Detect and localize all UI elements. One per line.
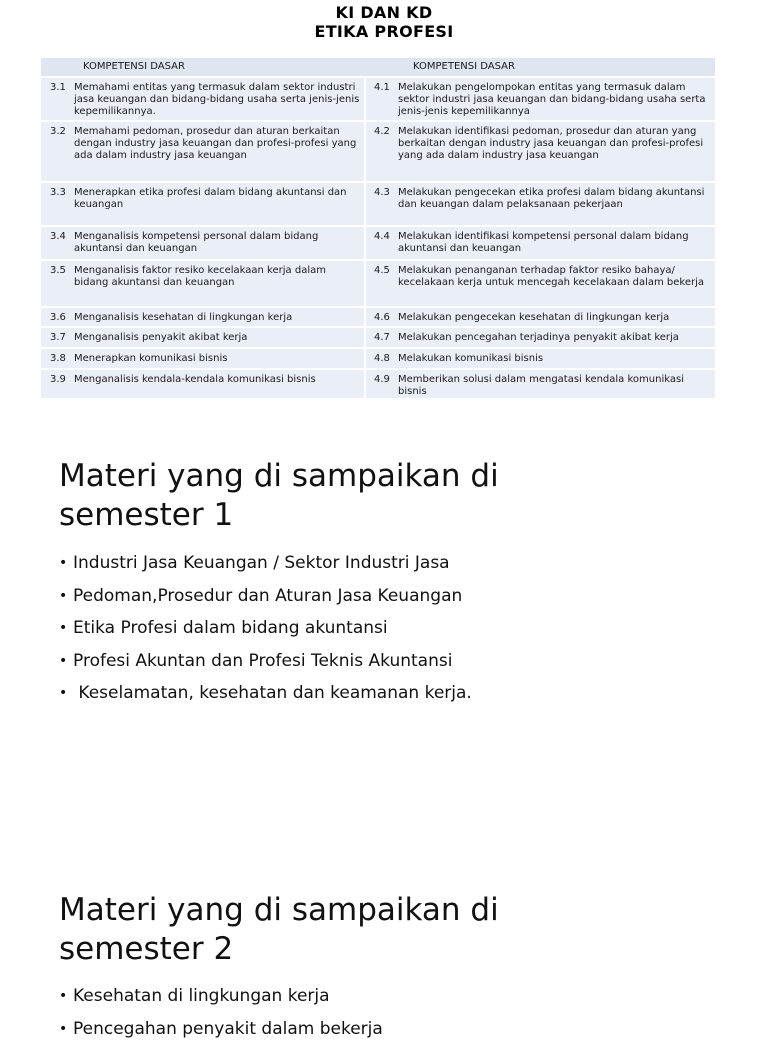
list-item-text: Profesi Akuntan dan Profesi Teknis Akuntansi [73, 645, 452, 678]
kd-cell-left [41, 226, 365, 260]
kd-description: Menganalisis kesehatan di lingkungan kerja [74, 312, 360, 324]
bullet-icon: • [59, 547, 73, 580]
kd-description: Menganalisis faktor resiko kecelakaan kerja dalam bidang akuntansi dan keuangan [74, 265, 360, 289]
semester-1-title-line-1: Materi yang di sampaikan di [59, 457, 499, 496]
bullet-icon: • [59, 677, 73, 710]
kd-description: Melakukan identifikasi pedoman, prosedur dan aturan yang berkaitan dengan industry jasa keuangan dan profesi-profesi yang ada dalam industry jasa keuangan [398, 126, 711, 162]
list-item [59, 1013, 383, 1045]
list-item [59, 580, 472, 613]
semester-2-title [59, 891, 499, 969]
kd-description: Melakukan identifikasi kompetensi personal dalam bidang akuntansi dan keuangan [398, 231, 711, 255]
kd-number: 4.3 [374, 187, 398, 211]
bullet-icon: • [59, 645, 73, 678]
kd-description: Menganalisis kompetensi personal dalam bidang akuntansi dan keuangan [74, 231, 360, 255]
table-header-row [41, 58, 715, 77]
kd-number: 4.6 [374, 312, 398, 324]
kd-description: Menerapkan komunikasi bisnis [74, 353, 360, 365]
kd-description: Menerapkan etika profesi dalam bidang akuntansi dan keuangan [74, 187, 360, 211]
list-item [59, 677, 472, 710]
kd-cell-right [365, 307, 715, 327]
kd-cell-left [41, 348, 365, 369]
kd-description: Melakukan pengelompokan entitas yang termasuk dalam sektor industri jasa keuangan dan bidang-bidang usaha serta jenis-jenis kepemilikannya [398, 82, 711, 118]
kd-cell-right [365, 121, 715, 182]
kd-cell-left [41, 260, 365, 307]
semester-2-title-line-2: semester 2 [59, 930, 499, 969]
kd-description: Memahami pedoman, prosedur dan aturan berkaitan dengan industry jasa keuangan dan profesi-profesi yang ada dalam industry jasa keuangan [74, 126, 360, 162]
kd-number: 4.4 [374, 231, 398, 255]
list-item-text: Etika Profesi dalam bidang akuntansi [73, 612, 388, 645]
title-line-1: KI DAN KD [0, 3, 768, 22]
table-row [41, 226, 715, 260]
kd-number: 3.7 [50, 332, 74, 344]
table-row [41, 327, 715, 348]
kd-description: Melakukan penanganan terhadap faktor resiko bahaya/ kecelakaan kerja untuk mencegah kecelakaan dalam bekerja [398, 265, 711, 289]
kd-description: Menganalisis kendala-kendala komunikasi bisnis [74, 374, 360, 386]
kd-cell-left [41, 327, 365, 348]
kompetensi-table [41, 58, 715, 400]
semester-1-title-line-2: semester 1 [59, 496, 499, 535]
table-row [41, 369, 715, 399]
kd-number: 4.9 [374, 374, 398, 398]
list-item-text: Pencegahan penyakit dalam bekerja [73, 1013, 383, 1045]
kd-description: Melakukan pencegahan terjadinya penyakit akibat kerja [398, 332, 711, 344]
kd-number: 4.8 [374, 353, 398, 365]
list-item [59, 645, 472, 678]
kd-number: 3.3 [50, 187, 74, 211]
kd-number: 3.4 [50, 231, 74, 255]
table-row [41, 260, 715, 307]
kd-cell-right [365, 348, 715, 369]
kd-number: 3.6 [50, 312, 74, 324]
kd-number: 3.5 [50, 265, 74, 289]
list-item-text: Keselamatan, kesehatan dan keamanan kerja. [73, 677, 472, 710]
kd-cell-right [365, 226, 715, 260]
kd-number: 3.9 [50, 374, 74, 386]
table-row [41, 348, 715, 369]
list-item [59, 612, 472, 645]
bullet-icon: • [59, 1013, 73, 1045]
kd-number: 4.5 [374, 265, 398, 289]
semester-2-list [59, 980, 383, 1045]
kd-number: 4.1 [374, 82, 398, 118]
bullet-icon: • [59, 612, 73, 645]
kd-cell-right [365, 369, 715, 399]
bullet-icon: • [59, 980, 73, 1013]
kd-cell-left [41, 77, 365, 121]
title-line-2: ETIKA PROFESI [0, 22, 768, 41]
kd-cell-right [365, 260, 715, 307]
semester-1-title [59, 457, 499, 535]
list-item-text: Kesehatan di lingkungan kerja [73, 980, 330, 1013]
kd-cell-right [365, 182, 715, 226]
table-row [41, 121, 715, 182]
kd-cell-left [41, 307, 365, 327]
kd-description: Melakukan pengecekan kesehatan di lingkungan kerja [398, 312, 711, 324]
semester-2-title-line-1: Materi yang di sampaikan di [59, 891, 499, 930]
kd-description: Melakukan komunikasi bisnis [398, 353, 711, 365]
list-item-text: Industri Jasa Keuangan / Sektor Industri Jasa [73, 547, 450, 580]
table-row [41, 182, 715, 226]
kd-cell-left [41, 121, 365, 182]
list-item [59, 547, 472, 580]
kd-description: Memberikan solusi dalam mengatasi kendala komunikasi bisnis [398, 374, 711, 398]
document-title [0, 3, 768, 41]
list-item [59, 980, 383, 1013]
kd-cell-right [365, 327, 715, 348]
kd-number: 4.7 [374, 332, 398, 344]
table-row [41, 307, 715, 327]
column-header-left: KOMPETENSI DASAR [41, 58, 365, 77]
semester-1-list [59, 547, 472, 710]
kd-number: 3.1 [50, 82, 74, 118]
kd-description: Menganalisis penyakit akibat kerja [74, 332, 360, 344]
kd-cell-left [41, 369, 365, 399]
kd-number: 3.2 [50, 126, 74, 162]
table-row [41, 77, 715, 121]
bullet-icon: • [59, 580, 73, 613]
kd-cell-left [41, 182, 365, 226]
kd-description: Melakukan pengecekan etika profesi dalam bidang akuntansi dan keuangan dalam pelaksanaan pekerjaan [398, 187, 711, 211]
column-header-right: KOMPETENSI DASAR [365, 58, 715, 77]
kd-cell-right [365, 77, 715, 121]
list-item-text: Pedoman,Prosedur dan Aturan Jasa Keuangan [73, 580, 462, 613]
kd-number: 3.8 [50, 353, 74, 365]
kd-number: 4.2 [374, 126, 398, 162]
kd-description: Memahami entitas yang termasuk dalam sektor industri jasa keuangan dan bidang-bidang usaha serta jenis-jenis kepemilikannya. [74, 82, 360, 118]
